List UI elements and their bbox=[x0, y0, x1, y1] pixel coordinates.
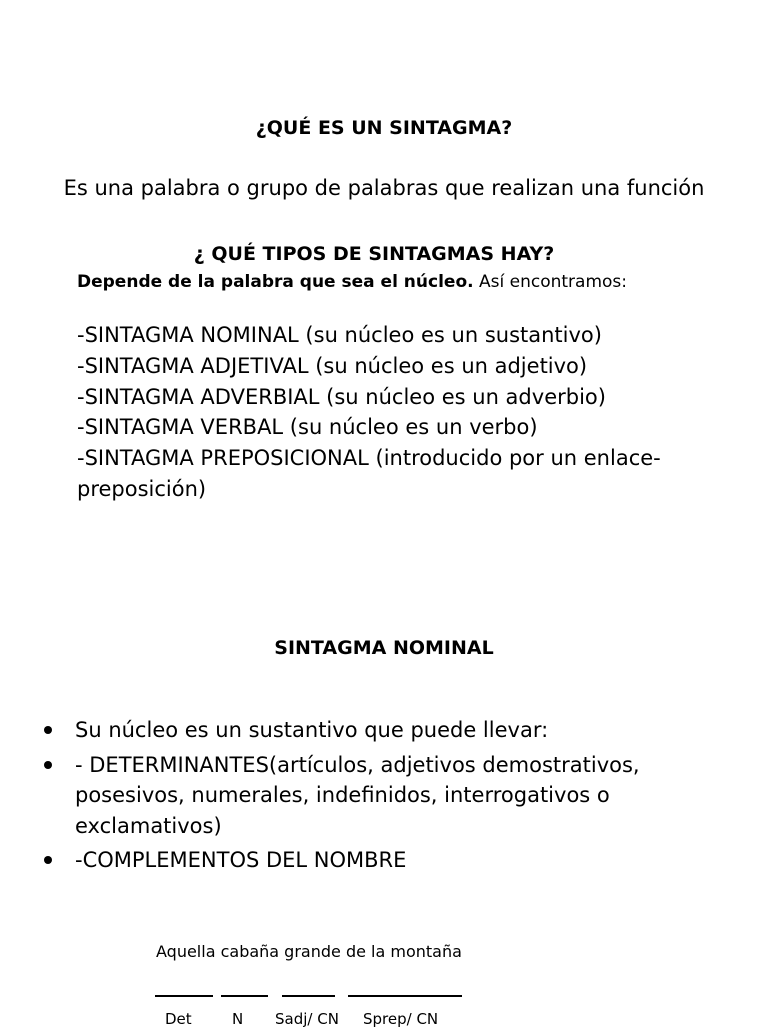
bullet-dot-icon bbox=[44, 726, 52, 734]
label-det: Det bbox=[165, 1010, 192, 1028]
label-n: N bbox=[232, 1010, 244, 1028]
underline-n bbox=[221, 995, 268, 997]
example-sentence: Aquella cabaña grande de la montaña bbox=[156, 942, 462, 961]
bullet-line: -COMPLEMENTOS DEL NOMBRE bbox=[75, 848, 407, 872]
type-item-verbal: -SINTAGMA VERBAL (su núcleo es un verbo) bbox=[77, 415, 538, 440]
underline-det bbox=[155, 995, 213, 997]
bullet-item bbox=[40, 715, 640, 746]
bullet-line: exclamativos) bbox=[75, 813, 222, 838]
type-item-adjetival: -SINTAGMA ADJETIVAL (su núcleo es un adjetivo) bbox=[77, 353, 588, 378]
depends-line bbox=[77, 272, 627, 292]
bullet-list bbox=[40, 715, 640, 880]
bullet-line: Su núcleo es un sustantivo que puede llevar: bbox=[75, 718, 549, 742]
title-que-es-sintagma: ¿QUÉ ES UN SINTAGMA? bbox=[255, 117, 513, 139]
definition-text: Es una palabra o grupo de palabras que realizan una función bbox=[63, 176, 705, 200]
type-item-adverbial: -SINTAGMA ADVERBIAL (su núcleo es un adverbio) bbox=[77, 384, 606, 409]
types-list bbox=[77, 320, 661, 505]
title-sintagma-nominal: SINTAGMA NOMINAL bbox=[274, 637, 494, 659]
type-item-nominal: -SINTAGMA NOMINAL (su núcleo es un sustantivo) bbox=[77, 323, 602, 347]
title-tipos-sintagmas: ¿ QUÉ TIPOS DE SINTAGMAS HAY? bbox=[193, 243, 555, 265]
bullet-dot-icon bbox=[44, 761, 52, 769]
bullet-dot-icon bbox=[44, 856, 52, 864]
label-sadj-cn: Sadj/ CN bbox=[275, 1010, 339, 1028]
depends-normal-text: Así encontramos: bbox=[473, 272, 627, 292]
bullet-item bbox=[40, 845, 640, 876]
bullet-item bbox=[40, 750, 640, 842]
underline-sadj bbox=[282, 995, 335, 997]
type-item-preposicional: -SINTAGMA PREPOSICIONAL (introducido por un enlace- bbox=[77, 446, 661, 471]
type-item-preposicional-cont: preposición) bbox=[77, 476, 207, 501]
bullet-line: - DETERMINANTES(artículos, adjetivos demostrativos, bbox=[75, 752, 640, 777]
label-sprep-cn: Sprep/ CN bbox=[363, 1010, 439, 1028]
bullet-line: posesivos, numerales, indefinidos, interrogativos o bbox=[75, 783, 610, 807]
underline-sprep bbox=[348, 995, 462, 997]
depends-bold-text: Depende de la palabra que sea el núcleo. bbox=[77, 272, 474, 292]
